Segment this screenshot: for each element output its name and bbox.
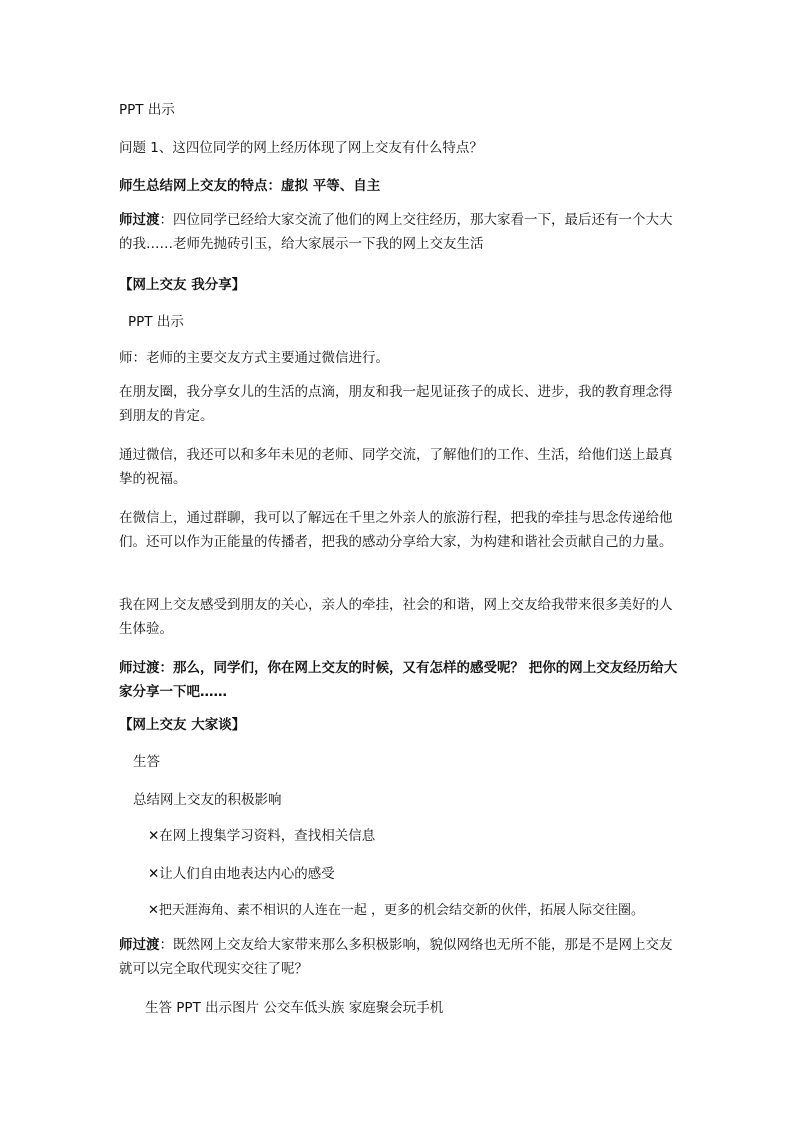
para-teacher-transition-2: 师过渡：那么，同学们，你在网上交友的时候，又有怎样的感受呢？ 把你的网上交友经历给大家分享一下吧……: [119, 660, 678, 700]
speaker-label: 师过渡: [119, 937, 160, 953]
para-group-chat: 在微信上，通过群聊，我可以了解远在千里之外亲人的旅游行程，把我的牵挂与思念传递给他们。还可以作为正能量的传播者，把我的感动分享给大家，为构建和谐社会贡献自己的力量。: [119, 510, 673, 550]
bullet-item-2: ✕让人们自由地表达内心的感受: [148, 866, 335, 882]
section-heading-share: 【网上交友 我分享】: [119, 277, 246, 293]
para-experience: 我在网上交友感受到朋友的关心，亲人的牵挂，社会的和谐，网上交友给我带来很多美好的人生体验。: [119, 597, 673, 637]
bullet-item-1: ✕在网上搜集学习资料，查找相关信息: [148, 828, 376, 844]
para-ppt-1: PPT 出示: [119, 102, 175, 118]
bullet-item-3: ✕把天涯海角、素不相识的人连在一起 ，更多的机会结交新的伙伴，拓展人际交往圈。: [148, 903, 645, 918]
para-student-answer: 生答: [133, 754, 160, 770]
para-teacher-transition-1: [119, 208, 679, 256]
section-heading-discuss: 【网上交友 大家谈】: [119, 717, 246, 733]
para-text: ：四位同学已经给大家交流了他们的网上交往经历，那大家看一下，最后还有一个大大的我……老师先抛砖引玉，给大家展示一下我的网上交友生活: [119, 212, 673, 252]
para-positive-effects: 总结网上交友的积极影响: [133, 792, 282, 808]
speaker-label: 师过渡: [119, 212, 160, 228]
para-ppt-2: PPT 出示: [128, 314, 184, 330]
para-moments: 在朋友圈，我分享女儿的生活的点滴，朋友和我一起见证孩子的成长、进步，我的教育理念得到朋友的肯定。: [119, 384, 673, 424]
para-question-1: 问题 1、这四位同学的网上经历体现了网上交友有什么特点？: [119, 140, 483, 156]
para-teacher-transition-3: [119, 933, 679, 981]
para-summary-features: 师生总结网上交友的特点：虚拟 平等、自主: [119, 178, 381, 194]
para-text: ：既然网上交友给大家带来那么多积极影响，貌似网络也无所不能，那是不是网上交友就可以完全取代现实交往了呢？: [119, 937, 673, 977]
para-teacher-wechat: 师：老师的主要交友方式主要通过微信进行。: [119, 350, 389, 366]
para-student-answer-ppt: 生答 PPT 出示图片 公交车低头族 家庭聚会玩手机: [145, 1000, 444, 1016]
para-wechat-contacts: 通过微信，我还可以和多年未见的老师、同学交流，了解他们的工作、生活，给他们送上最真挚的祝福。: [119, 447, 673, 487]
